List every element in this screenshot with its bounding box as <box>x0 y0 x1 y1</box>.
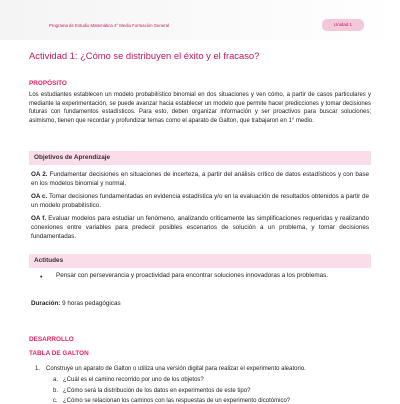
galton-heading: TABLA DE GALTON <box>29 350 89 357</box>
list-text: ¿Cómo será la distribución de los datos en experimentos de este tipo? <box>63 388 251 394</box>
duracion-label: Duración: <box>31 300 61 307</box>
actitudes-text: Pensar con perseverancia y proactividad para encontrar soluciones innovadoras a los problemas. <box>56 272 328 279</box>
list-marker: c. <box>53 398 58 404</box>
proposito-text: Los estudiantes establecen un modelo probabilístico binomial en dos situaciones y ven cómo, a partir de casos particulares y mediante la experimentación, se puede avanzar hacia establecer un modelo que permite hacer predicciones y tomar decisiones futuras con fundamentos estadísticos. Para esto, deben organizar información y ser proactivos para buscar soluciones; asimismo, tienen que recordar y profundizar temas como el aparato de Galton, que trabajaron en 1° medio. <box>29 92 371 125</box>
list-marker: a. <box>53 377 59 383</box>
list-marker: b. <box>53 388 59 394</box>
bullet-icon: • <box>40 274 43 281</box>
proposito-heading: PROPÓSITO <box>29 80 67 87</box>
oa-item <box>31 171 369 189</box>
list-item <box>53 388 251 394</box>
list-text: ¿Cómo se relacionan los caminos con las respuestas de un experimento dicotómico? <box>63 398 291 404</box>
oa-text: Fundamentar decisiones en situaciones de incerteza, a partir del análisis crítico de datos estadísticos y con base en los modelos binomial y normal. <box>31 171 370 187</box>
duracion <box>31 300 121 307</box>
oa-text: Tomar decisiones fundamentadas en evidencia estadística y/o en la evaluación de resultados obtenidos a partir de un modelo probabilístico. <box>31 193 369 209</box>
list-item <box>53 377 204 383</box>
oa-code: OA f. <box>31 215 47 222</box>
activity-title: Actividad 1: ¿Cómo se distribuyen el éxito y el fracaso? <box>29 50 260 61</box>
oa-item <box>31 193 369 211</box>
oa-text: Evaluar modelos para estudiar un fenómeno, analizando críticamente las simplificaciones requeridas y realizando conexiones entre variables para predecir posibles escenarios de solución a un problema, y tomar decisiones fundamentadas. <box>31 215 369 240</box>
program-name: Programa de Estudio Matemática 4° Medio Formación General <box>49 23 169 28</box>
duracion-value: 9 horas pedagógicas <box>62 300 121 307</box>
list-item <box>35 366 306 372</box>
objetivos-heading: Objetivos de Aprendizaje <box>29 151 371 165</box>
desarrollo-heading: DESARROLLO <box>29 336 74 343</box>
actitudes-heading: Actitudes <box>29 254 371 268</box>
page-header <box>0 0 400 40</box>
list-item <box>53 398 291 404</box>
oa-code: OA 2. <box>31 171 48 178</box>
list-text: Construye un aparato de Galton o utiliza una versión digital para realizar el experimento aleatorio. <box>46 366 306 372</box>
oa-code: OA c. <box>31 193 48 200</box>
unit-badge: Unidad 1 <box>322 19 364 31</box>
list-text: ¿Cuál es el camino recorrido por uno de los objetos? <box>63 377 204 383</box>
oa-item <box>31 215 369 241</box>
list-marker: 1. <box>35 366 41 372</box>
